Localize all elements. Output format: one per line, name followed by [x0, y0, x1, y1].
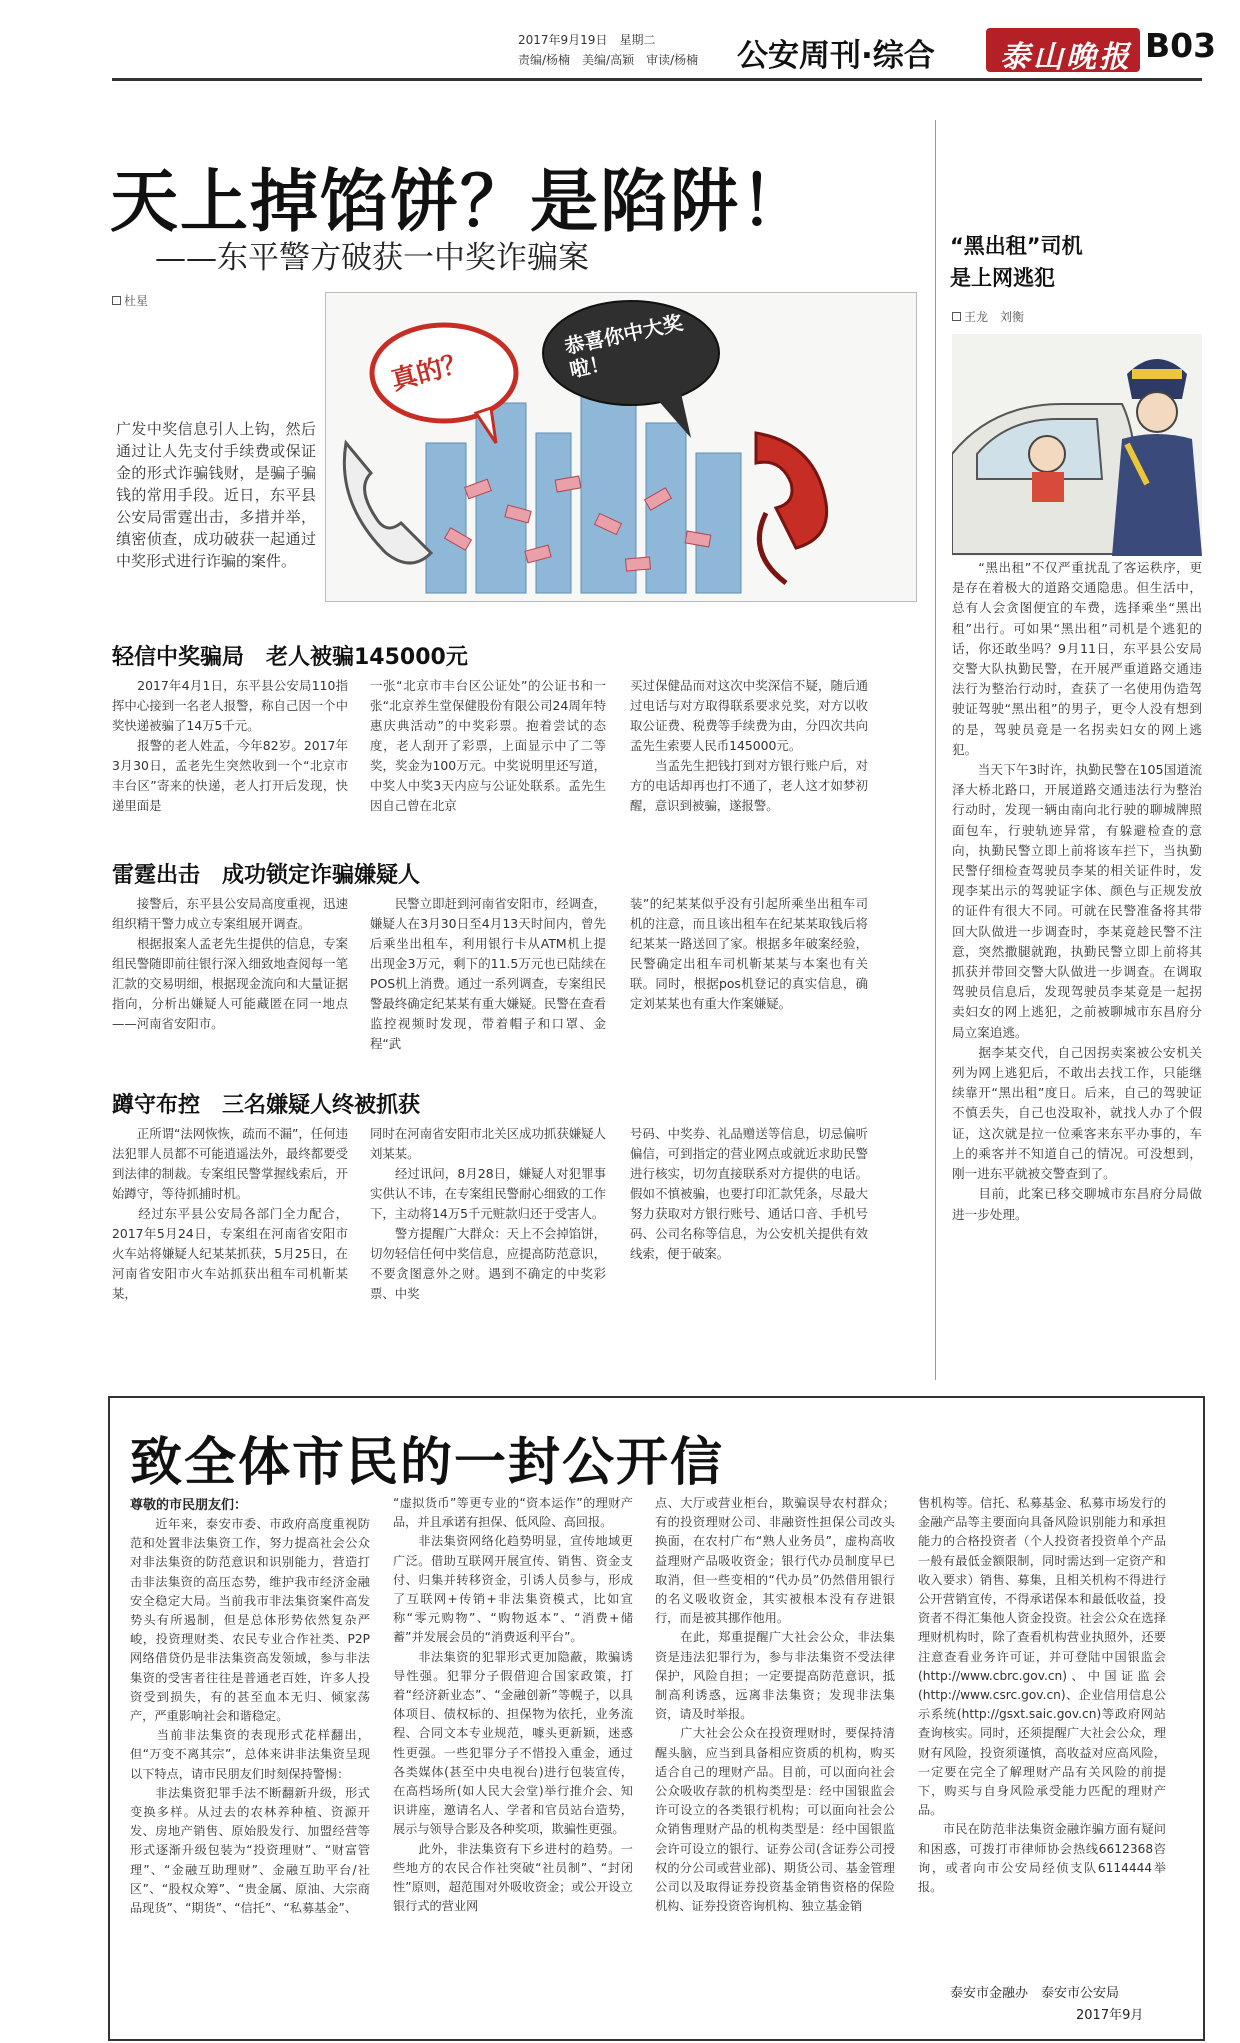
subheadline: ——东平警方破获一中奖诈骗案 — [155, 240, 589, 276]
open-letter-title: 致全体市民的一封公开信 — [130, 1433, 725, 1493]
section-title: 公安周刊·综合 — [737, 38, 935, 74]
section-1-col-2: 一张“北京市丰台区公证处”的公证书和一张“北京养生堂保健股份有限公司24周年特惠庆典活动”的中奖彩票。抱着尝试的态度，老人刮开了彩票，上面显示中了二等奖，奖金为100万元。中奖说明里还写道，中奖人中奖3天内应与公证处联系。孟先生因自己曾在北京 — [370, 678, 606, 813]
traffic-police-photo — [952, 334, 1202, 556]
open-letter-signature: 泰安市金融办 泰安市公安局 — [950, 1986, 1120, 2001]
section-2-col-2: 民警立即赶到河南省安阳市，经调查，嫌疑人在3月30日至4月13天时间内，曾先后乘坐出租车，利用银行卡从ATM机上提出现金3万元，剩下的11.5万元也已陆续在POS机上消费。通过一系列调查，专案组民警最终确定纪某某有重大嫌疑。民警在查看监控视频时发现，带着帽子和口罩、金程“武 — [370, 896, 606, 1051]
scam-phone-illustration — [325, 292, 917, 602]
page-number: B03 — [1145, 26, 1217, 65]
section-1-col-3: 买过保健品而对这次中奖深信不疑，随后通过电话与对方取得联系要求兑奖，对方以收取公证费、税费等手续费为由，分四次共向孟先生索要人民币145000元。 当孟先生把钱打到对方银行账户后，对方的电话却再也打不通了，老人这才如梦初醒，意识到被骗，遂报警。 — [630, 678, 868, 813]
column-divider — [935, 120, 936, 1380]
open-letter-col-2: “虚拟货币”等更专业的“资本运作”的理财产品，并且承诺有担保、低风险、高回报。 非法集资网络化趋势明显，宣传地域更广泛。借助互联网开展宣传、销售、资金支付、归集并转移资金，引诱人员参与，形成了互联网+传销+非法集资模式，比如宣称“零元购物”、“购物返本”、“消费+储蓄”并发展会员的“消费返利平台”。 非法集资的犯罪形式更加隐蔽，欺骗诱导性强。犯罪分子假借迎合国家政策，打着“经济新业态”、“金融创新”等幌子，以具体项目、债权标的、担保物为依托，业务流程、合同文本专业规范，噱头更新颖，迷惑性更强。一些犯罪分子不惜投入重金，通过各类媒体(甚至中央电视台)进行包装宣传，在高档场所(如人民大会堂)举行推介会、知识讲座，邀请名人、学者和官员站台造势，展示与领导合影及各种奖项，欺骗性更强。 此外，非法集资有下乡进村的趋势。一些地方的农民合作社突破“社员制”、“封闭性”原则，超范围对外吸收资金；或公开设立银行式的营业网 — [393, 1496, 633, 1914]
open-letter-col-4: 售机构等。信托、私募基金、私募市场发行的金融产品等主要面向具备风险识别能力和承担能力的合格投资者（个人投资者投资单个产品一般有最低金额限制，同时需达到一定资产和收入要求）销售、募集，且相关机构不得进行公开营销宣传，不得承诺保本和最低收益，投资者不得汇集他人资金投资。社会公众在选择理财机构时，除了查看机构营业执照外，还要注意查看业务许可证，并可登陆中国银监会(http://www.cbrc.gov.cn)、中国证监会(http://www.csrc.gov.cn)、企业信用信息公示系统(http://gsxt.saic.gov.cn)等政府网站查询核实。同时，还须提醒广大社会公众，理财有风险，投资须谨慎，高收益对应高风险，一定要在完全了解理财产品有关风险的前提下，购买与自身风险承受能力匹配的理财产品。 市民在防范非法集资金融诈骗方面有疑问和困惑，可拨打市律师协会热线6612368咨询，或者向市公安局经侦支队6114444举报。 — [918, 1496, 1166, 1895]
illustration-bubble-right: 恭喜你中大奖啦！ — [562, 310, 685, 383]
open-letter-col-1: 近年来，泰安市委、市政府高度重视防范和处置非法集资工作，努力提高社会公众对非法集资的防范意识和识别能力，营造打击非法集资的高压态势，维护我市经济金融安全稳定大局。当前我市非法集资案件高发势头有所遏制，但是总体形势依然复杂严峻，投资理财类、农民专业合作社类、P2P网络借贷仍是非法集资高发领域，参与非法集资的受害者往往是普通老百姓，许多人投资受到损失，有的甚至血本无归、倾家荡产，严重影响社会和谐稳定。 当前非法集资的表现形式花样翻出，但“万变不离其宗”，总体来讲非法集资呈现以下特点，请市民朋友们时刻保持警惕： 非法集资犯罪手法不断翻新升级，形式变换多样。从过去的农林养种植、资源开发、房地产销售、原始股发行、加盟经营等形式逐渐升级包装为“投资理财”、“财富管理”、“金融互助理财”、金融互助平台/社区”、“股权众筹”、“贵金属、原油、大宗商品现货”、“期货”、“信托”、“私募基金”、 — [130, 1517, 370, 1916]
byline-box-icon — [112, 296, 121, 305]
police-illustration-art — [952, 334, 1202, 556]
section-3-col-3: 号码、中奖券、礼品赠送等信息，切忌偏听偏信，可到指定的营业网点或就近求助民警进行核实，切勿直接联系对方提供的电话。假如不慎被骗，也要打印汇款凭条，尽最大努力获取对方银行账号、通话口音、手机号码、公司名称等信息，为公安机关提供有效线索，便于破案。 — [630, 1126, 868, 1261]
side-article-body: “黑出租”不仅严重扰乱了客运秩序，更是存在着极大的道路交通隐患。但生活中，总有人会贪图便宜的车费，选择乘坐“黑出租”出行。可如果“黑出租”司机是个逃犯的话，你还敢坐吗？9月11日，东平县公安局交警大队执勤民警，在开展严重道路交通违法行为整治行动时，查获了一名使用伪造驾驶证驾驶“黑出租”的男子，更令人没有想到的是，驾驶员竟是一名拐卖妇女的网上逃犯。 当天下午3时许，执勤民警在105国道流泽大桥北路口，开展道路交通违法行为整治行动时，发现一辆由南向北行驶的聊城牌照面包车，行驶轨迹异常，有躲避检查的意向，执勤民警立即上前将该车拦下，当执勤民警仔细检查驾驶员李某的相关证件时，发现李某出示的驾驶证字体、颜色与正规发放的证件有很大不同。可就在民警准备将其带回大队做进一步调查时，李某竟趁民警不注意，突然撒腿就跑，执勤民警立即上前将其抓获并带回交警大队做进一步调查。在调取驾驶员信息后，发现驾驶员李某竟是一起拐卖妇女的网上逃犯，之前被聊城市东昌府分局立案追逃。 据李某交代，自己因拐卖案被公安机关列为网上逃犯后，不敢出去找工作，只能继续靠开“黑出租”度日。后来，自己的驾驶证不慎丢失，自己也没取补，就找人办了个假证，这次就是拉一位乘客来东平办事的，车上的乘客并不知道自己的情况。可没想到，刚一进东平就被交警查到了。 目前，此案已移交聊城市东昌府分局做进一步处理。 — [952, 560, 1202, 1222]
header-rule — [112, 78, 1202, 81]
side-byline: 王龙 刘衡 — [952, 308, 1024, 325]
lead-paragraph: 广发中奖信息引人上钩，然后通过让人先支付手续费或保证金的形式诈骗钱财，是骗子骗钱的常用手段。近日，东平县公安局雷霆出击，多措并举，缜密侦查，成功破获一起通过中奖形式进行诈骗的案件。 — [116, 420, 316, 570]
section-2-heading: 雷霆出击 成功锁定诈骗嫌疑人 — [112, 863, 421, 888]
open-letter-date: 2017年9月 — [1076, 2008, 1144, 2023]
header-date-line: 2017年9月19日 星期二 — [518, 33, 656, 47]
section-3-col-2: 同时在河南省安阳市北关区成功抓获嫌疑人刘某某。 经过讯问，8月28日，嫌疑人对犯罪事实供认不讳，在专案组民警耐心细致的工作下，主动将14万5千元赃款归还于受害人。 警方提醒广大群众：天上不会掉馅饼，切勿轻信任何中奖信息，应提高防范意识，不要贪图意外之财。遇到不确定的中奖彩票、中奖 — [370, 1126, 606, 1301]
side-byline-box-icon — [952, 312, 961, 321]
illustration-bubble-left: 真的？ — [388, 347, 472, 397]
side-headline: “黑出租”司机 是上网逃犯 — [950, 234, 1083, 290]
newspaper-name: 泰山晚报 — [1000, 40, 1132, 75]
headline: 天上掉馅饼？是陷阱！ — [110, 163, 811, 242]
section-3-col-1: 正所谓“法网恢恢，疏而不漏”，任何违法犯罪人员都不可能逍遥法外，最终都要受到法律的制裁。专案组民警掌握线索后，开始蹲守，等待抓捕时机。 经过东平县公安局各部门全力配合，2017年5月24日，专案组在河南省安阳市火车站将嫌疑人纪某某抓获，5月25日，在河南省安阳市火车站抓获出租车司机靳某某， — [112, 1126, 348, 1301]
section-1-heading: 轻信中奖骗局 老人被骗145000元 — [112, 645, 468, 670]
open-letter-col-3: 点、大厅或营业柜台，欺骗误导农村群众；有的投资理财公司、非融资性担保公司改头换面，在农村广布“熟人业务员”，虚构高收益理财产品吸收资金；银行代办员制度早已取消，但一些变相的“代办员”仍然借用银行的名义吸收资金，其实被根本没有存进银行，而是被其挪作他用。 在此，郑重提醒广大社会公众，非法集资是违法犯罪行为，参与非法集资不受法律保护，风险自担；一定要提高防范意识，抵制高利诱惑，远离非法集资；发现非法集资，请及时举报。 广大社会公众在投资理财时，要保持清醒头脑，应当到具备相应资质的机构，购买适合自己的理财产品。目前，可以面向社会公众吸收存款的机构类型是：经中国银监会许可设立的各类银行机构；可以面向社会公众销售理财产品的机构类型是：经中国银监会许可设立的银行、证券公司(含证券公司授权的分公司或营业部)、期货公司、基金管理公司以及取得证券投资基金销售资格的保险机构、证券投资咨询机构、独立基金销 — [655, 1496, 895, 1914]
section-2-col-1: 接警后，东平县公安局高度重视，迅速组织精干警力成立专案组展开调查。 根据报案人孟老先生提供的信息，专案组民警随即前往银行深入细致地查阅每一笔汇款的交易明细，根据现金流向和大量证据指向，分析出嫌疑人可能藏匿在同一地点——河南省安阳市。 — [112, 896, 348, 1031]
byline: 杜星 — [112, 292, 148, 309]
section-1-col-1: 2017年4月1日，东平县公安局110指挥中心接到一名老人报警，称自己因一个中奖快递被骗了14万5千元。 报警的老人姓孟，今年82岁。2017年3月30日，孟老先生突然收到一个“北京市丰台区”寄来的快递，老人打开后发现，快递里面是 — [112, 678, 348, 813]
newspaper-logo — [986, 28, 1140, 75]
section-2-col-3: 装”的纪某某似乎没有引起所乘坐出租车司机的注意，而且该出租车在纪某某取钱后将纪某某一路送回了家。根据多年破案经验，民警确定出租车司机靳某某与本案也有关联。同时，根据pos机登记的真实信息，确定刘某某也有重大作案嫌疑。 — [630, 896, 868, 1011]
section-3-heading: 蹲守布控 三名嫌疑人终被抓获 — [112, 1093, 421, 1118]
open-letter-salutation: 尊敬的市民朋友们： — [130, 1498, 248, 1513]
header-editors-line: 责编/杨楠 美编/高颖 审读/杨楠 — [518, 53, 699, 67]
